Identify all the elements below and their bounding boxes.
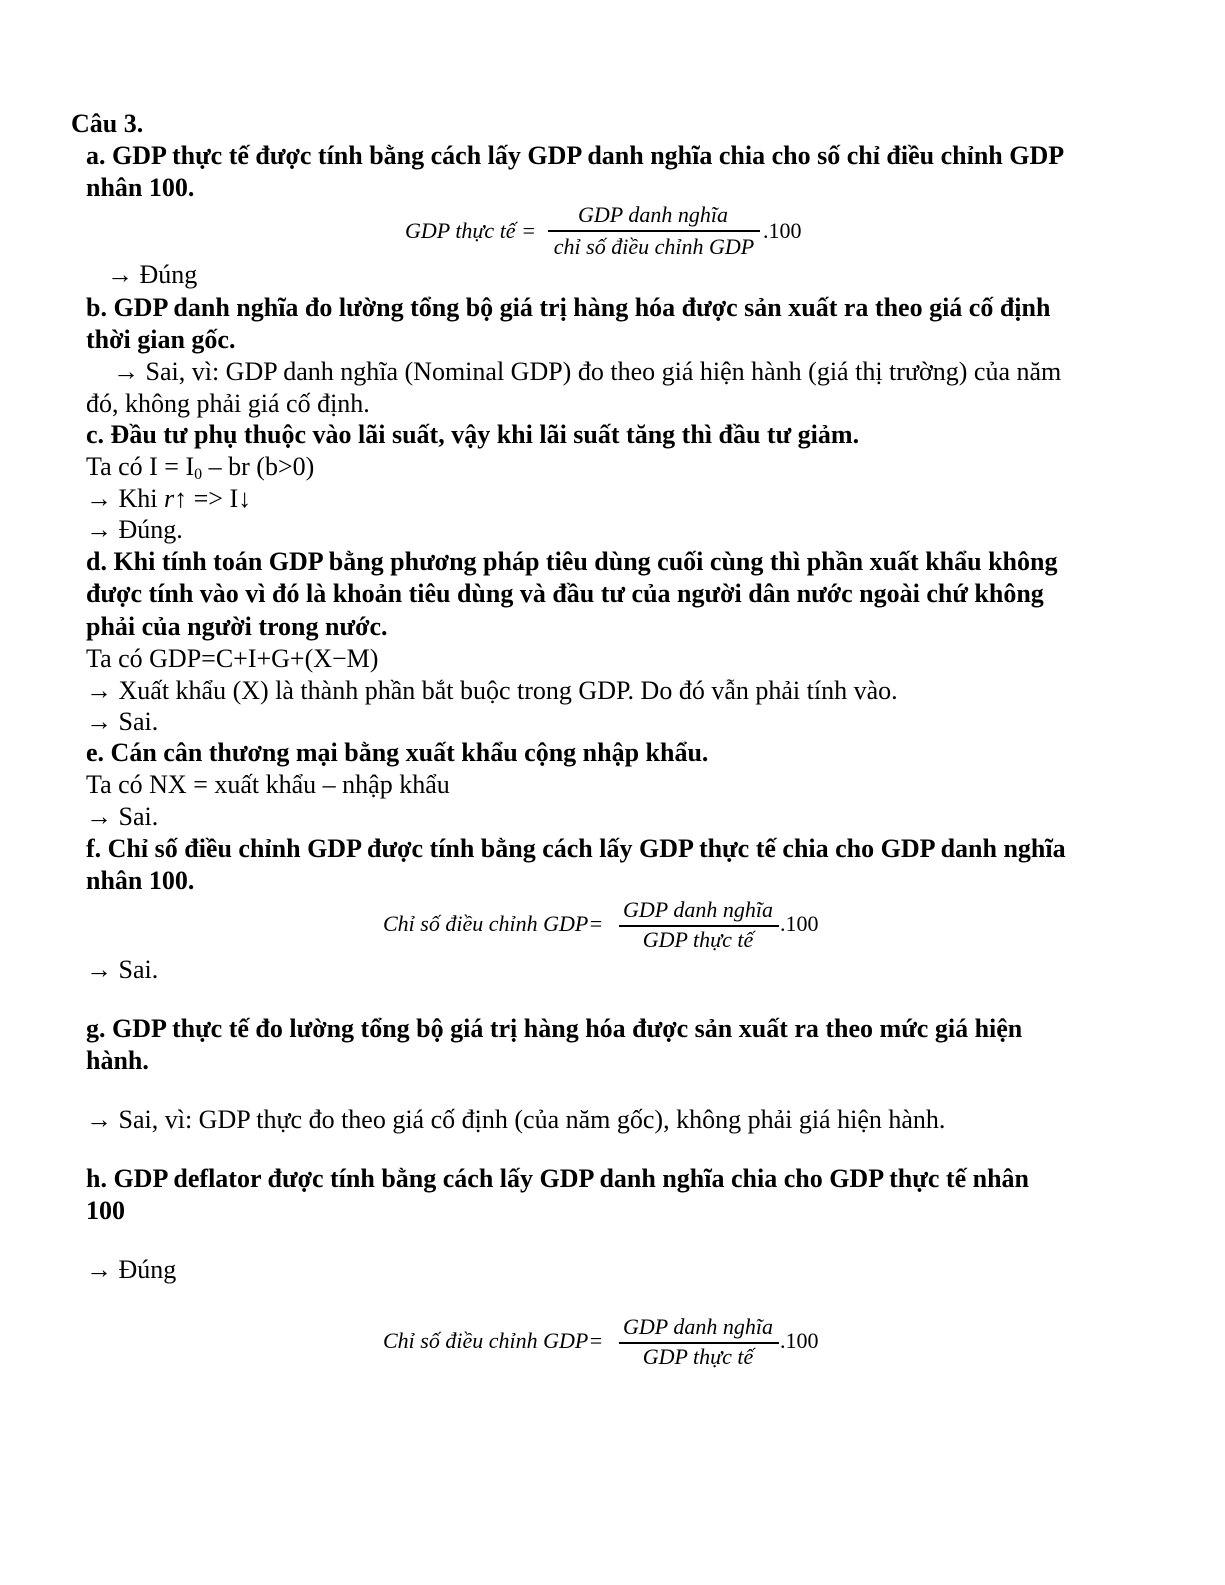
statement-h-line-2: 100 (86, 1196, 125, 1225)
formula-denominator: GDP thực tế (642, 927, 754, 952)
formula-gdp-deflator-h (383, 1314, 833, 1374)
answer-f: → Sai. (86, 955, 159, 984)
formula-lhs: Chỉ số điều chỉnh GDP= (383, 911, 604, 936)
statement-a-line-1: a. GDP thực tế được tính bằng cách lấy GDP danh nghĩa chia cho số chỉ điều chỉnh GDP (86, 141, 1065, 170)
fraction-bar (548, 230, 760, 232)
equation-c-prefix: Ta có I = I (86, 452, 195, 481)
statement-c: c. Đầu tư phụ thuộc vào lãi suất, vậy khi lãi suất tăng thì đầu tư giảm. (86, 420, 860, 449)
formula-numerator: GDP danh nghĩa (623, 897, 773, 922)
answer-c: → Đúng. (86, 515, 183, 544)
equation-d: Ta có GDP=C+I+G+(X−M) (86, 644, 379, 673)
statement-h-line-1: h. GDP deflator được tính bằng cách lấy GDP danh nghĩa chia cho GDP thực tế nhân (86, 1164, 1029, 1193)
formula-multiplier: .100 (780, 1328, 819, 1353)
statement-d-line-1: d. Khi tính toán GDP bằng phương pháp tiêu dùng cuối cùng thì phần xuất khẩu không (86, 547, 1058, 576)
formula-denominator: chỉ số điều chỉnh GDP (553, 234, 755, 259)
step-c-suffix: ↑ => I↓ (174, 484, 252, 513)
statement-f-line-2: nhân 100. (86, 866, 195, 895)
formula-multiplier: .100 (780, 911, 819, 936)
explanation-b-line-2: đó, không phải giá cố định. (86, 389, 370, 418)
step-c (86, 483, 251, 515)
formula-multiplier: .100 (763, 218, 802, 243)
equation-c-subscript: 0 (194, 466, 203, 483)
step-c-prefix: → Khi (86, 484, 164, 513)
answer-e: → Sai. (86, 802, 159, 831)
statement-d-line-2: được tính vào vì đó là khoản tiêu dùng và đầu tư của người dân nước ngoài chứ không (86, 579, 1044, 608)
statement-b-line-2: thời gian gốc. (86, 325, 236, 354)
statement-g-line-2: hành. (86, 1046, 149, 1075)
statement-g-line-1: g. GDP thực tế đo lường tổng bộ giá trị hàng hóa được sản xuất ra theo mức giá hiện (86, 1014, 1023, 1043)
answer-a: → Đúng (107, 260, 198, 289)
answer-d: → Sai. (86, 707, 159, 736)
formula-lhs: Chỉ số điều chỉnh GDP= (383, 1328, 604, 1353)
formula-lhs: GDP thực tế = (405, 218, 536, 243)
explanation-d: → Xuất khẩu (X) là thành phần bắt buộc trong GDP. Do đó vẫn phải tính vào. (86, 676, 898, 705)
statement-a-line-2: nhân 100. (86, 173, 195, 202)
statement-b-line-1: b. GDP danh nghĩa đo lường tổng bộ giá trị hàng hóa được sản xuất ra theo giá cố định (86, 293, 1051, 322)
formula-denominator: GDP thực tế (642, 1344, 754, 1369)
equation-c-suffix: – br (b>0) (202, 452, 315, 481)
explanation-g: → Sai, vì: GDP thực đo theo giá cố định (của năm gốc), không phải giá hiện hành. (86, 1105, 946, 1134)
step-c-variable: r (164, 484, 175, 513)
formula-gdp-deflator-f (383, 897, 833, 957)
formula-numerator: GDP danh nghĩa (578, 202, 728, 227)
explanation-b-line-1: → Sai, vì: GDP danh nghĩa (Nominal GDP) đo theo giá hiện hành (giá thị trường) của năm (113, 357, 1062, 386)
statement-e: e. Cán cân thương mại bằng xuất khẩu cộng nhập khẩu. (86, 738, 709, 767)
statement-f-line-1: f. Chỉ số điều chỉnh GDP được tính bằng cách lấy GDP thực tế chia cho GDP danh nghĩa (86, 834, 1066, 863)
answer-h: → Đúng (86, 1255, 177, 1284)
formula-numerator: GDP danh nghĩa (623, 1314, 773, 1339)
question-title: Câu 3. (71, 109, 144, 138)
statement-d-line-3: phải của người trong nước. (86, 612, 388, 641)
formula-real-gdp (405, 202, 815, 262)
equation-e: Ta có NX = xuất khẩu – nhập khẩu (86, 770, 450, 799)
